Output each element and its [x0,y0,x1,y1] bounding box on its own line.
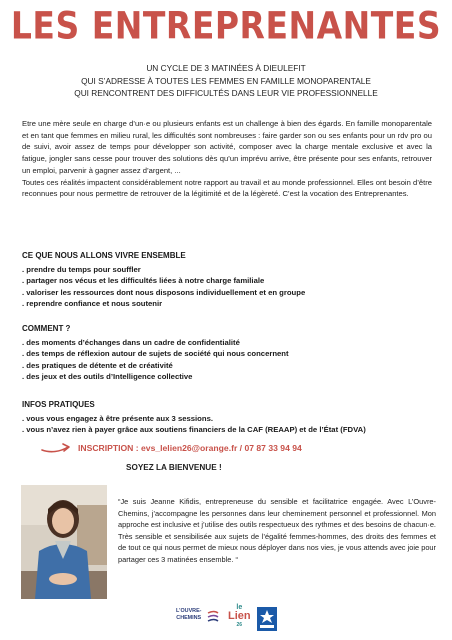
list-item: . vous vous engagez à être présente aux 3 sessions. [22,413,213,423]
section-list [22,337,437,383]
list-item: . des jeux et des outils d’Intelligence collective [22,372,193,382]
inscription-contact[interactable]: INSCRIPTION : evs_lelien26@orange.fr / 07 87 33 94 94 [78,443,302,453]
subtitle-line: QUI S’ADRESSE À TOUTES LES FEMMES EN FAMILLE MONOPARENTALE [81,75,371,86]
subtitle-line: QUI RENCONTRENT DES DIFFICULTÉS DANS LEUR VIE PROFESSIONNELLE [74,88,378,98]
flyer-subtitle [0,62,452,100]
section-vivre-ensemble [22,250,437,310]
partner-logos [176,604,306,634]
arrow-right-icon [40,441,72,455]
section-comment [22,323,437,383]
speaker-quote: “Je suis Jeanne Kifidis, entrepreneuse du sensible et facilitatrice engagée. Avec L’Ouvre-Chemins, j’accompagne les personnes dans leur cheminement personnel et professionnel. Mon approche est inclusive et j’utilise des outils respectueux des rythmes et des besoins de chacun·e. Très sensible et sensibilisée aux sujets de l’égalité femmes-hommes, des droits des femmes et de tout ce qui nous permet de mieux nous déployer dans nos vies, je vous attends avec joie pour partager ces 3 matinées ensemble. “ [118,497,436,564]
intro-paragraph: Toutes ces réalités impactent considérablement notre rapport au travail et au monde professionnel. Elles ont besoin d’être reconnues pour nous permettre de retrouver de la légitimité et de la légèreté. C’est la vocation des Entreprenantes. [22,177,432,199]
intro-text [22,118,432,200]
list-item: . des moments d’échanges dans un cadre de confidentialité [22,337,240,347]
intro-paragraph: Etre une mère seule en charge d’un·e ou plusieurs enfants est un challenge à bien des égards. En famille monoparentale et en tant que femmes en milieu rural, les difficultés sont nombreuses : faire garder son ou ses enfants pour un rdv pro ou de suivi, avoir assez de temps pour développer son activité, composer avec la charge mentale exclusive et avec la fatigue, jongler sans cesse pour trouver des solutions dès qu’un imprévu arrive, être présente pour ses enfants, retrouver un emploi, parvenir à gagner assez d’argent, ... [22,119,432,175]
lien-26-logo: le Lien 26 [228,604,251,628]
caf-logo [256,606,278,637]
list-item: . reprendre confiance et nous soutenir [22,299,163,309]
section-heading: INFOS PRATIQUES [22,400,95,409]
list-item: . prendre du temps pour souffler [22,264,141,274]
ouvre-chemins-logo: L’OUVRE- CHEMINS [176,608,201,622]
section-heading: CE QUE NOUS ALLONS VIVRE ENSEMBLE [22,251,186,260]
section-heading: COMMENT ? [22,324,71,333]
subtitle-line: UN CYCLE DE 3 MATINÉES À DIEULEFIT [146,63,306,73]
flyer-title: LES ENTREPRENANTES [10,3,442,48]
section-list [22,264,437,310]
section-list [22,413,437,436]
list-item: . vous n’avez rien à payer grâce aux soutiens financiers de la CAF (REAAP) et de l’État (FDVA) [22,425,366,435]
inscription-line [40,441,440,455]
ouvre-chemins-mark-icon [206,610,220,624]
list-item: . des pratiques de détente et de créativité [22,360,173,370]
list-item: . valoriser les ressources dont nous disposons individuellement et en groupe [22,287,306,297]
section-infos-pratiques [22,399,437,436]
welcome-text: SOYEZ LA BIENVENUE ! [126,463,222,472]
portrait-photo [21,485,107,599]
list-item: . des temps de réflexion autour de sujets de société qui nous concernent [22,349,289,359]
list-item: . partager nos vécus et les difficultés liées à notre charge familiale [22,276,265,286]
